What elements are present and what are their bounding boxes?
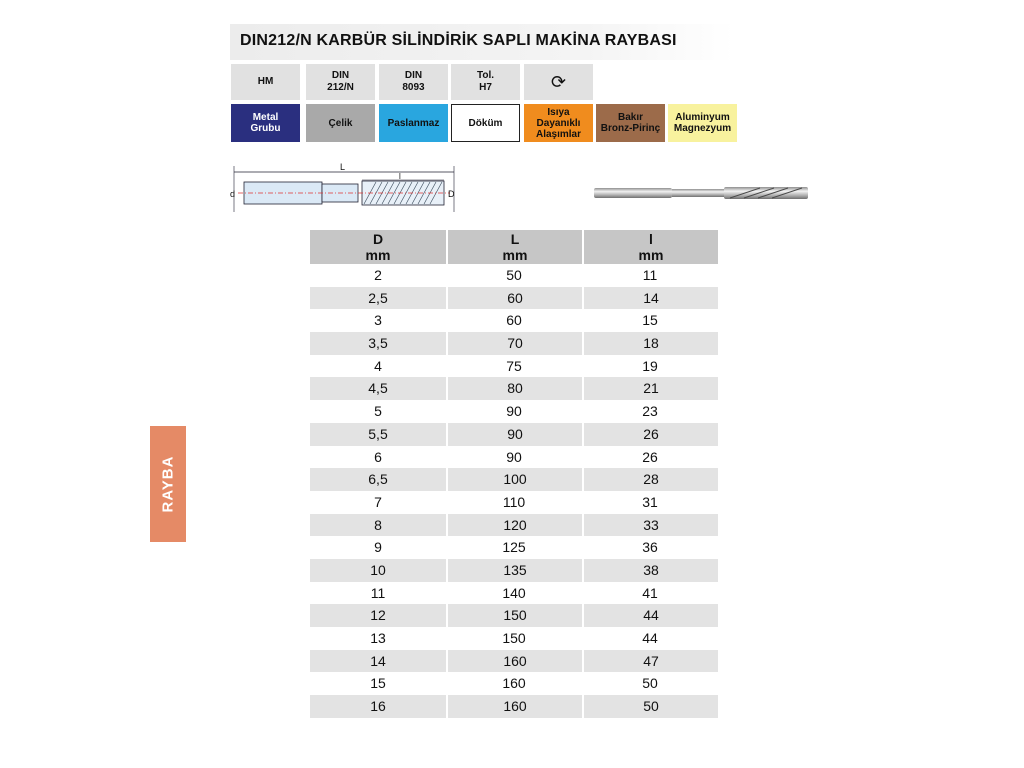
cell-L: 160 xyxy=(446,695,582,718)
material-copper-line2: Bronz-Pirinç xyxy=(600,123,661,134)
material-alu-line1: Aluminyum xyxy=(675,112,730,123)
material-stainless xyxy=(379,104,448,142)
material-copper xyxy=(596,104,665,142)
cell-d: 10 xyxy=(370,561,386,578)
material-metal-line1: Metal xyxy=(252,112,279,123)
cell-L: 80 xyxy=(446,377,582,400)
reamer-photo xyxy=(590,180,812,206)
header-D xyxy=(310,230,446,264)
cell-d: 11 xyxy=(370,584,386,601)
dimension-table xyxy=(310,230,718,718)
cell-d: 4,5 xyxy=(368,380,388,397)
table-row xyxy=(310,287,718,310)
spec-rotation xyxy=(524,64,593,100)
cell-l: 14 xyxy=(582,287,718,310)
table-row xyxy=(310,355,718,378)
cell-d: 6,5 xyxy=(368,471,388,488)
spec-tol-line1: Tol. xyxy=(476,70,495,81)
header-D-label: D xyxy=(372,231,384,247)
spec-din212-line1: DIN xyxy=(331,70,350,81)
cell-l: 33 xyxy=(582,514,718,537)
material-steel xyxy=(306,104,375,142)
cell-d: 3 xyxy=(374,312,382,329)
label-l: l xyxy=(399,172,401,181)
side-tab-rayba xyxy=(150,426,186,542)
cell-l: 26 xyxy=(642,448,658,465)
cell-L: 100 xyxy=(446,468,582,491)
cell-d: 6 xyxy=(374,448,382,465)
material-steel-label: Çelik xyxy=(328,117,353,129)
photo-flutes xyxy=(724,187,808,199)
material-heat-line2: Dayanıklı xyxy=(536,117,581,129)
spec-din8093-line2: 8093 xyxy=(402,82,425,93)
spec-hm-label: HM xyxy=(257,76,274,87)
cell-l: 21 xyxy=(582,377,718,400)
table-row xyxy=(310,559,718,582)
photo-neck xyxy=(672,189,724,197)
cell-l: 36 xyxy=(642,539,658,556)
table-body xyxy=(310,264,718,718)
spec-tol-line2: H7 xyxy=(479,82,492,93)
cell-l: 18 xyxy=(582,332,718,355)
spec-din8093-line1: DIN xyxy=(404,70,423,81)
cell-d: 12 xyxy=(370,607,386,624)
cell-l: 50 xyxy=(582,695,718,718)
cell-L: 110 xyxy=(502,493,526,510)
table-row xyxy=(310,332,718,355)
table-row xyxy=(310,536,718,559)
table-row xyxy=(310,695,718,718)
label-d: d xyxy=(230,189,236,199)
cell-d: 4 xyxy=(374,357,382,374)
cell-d: 3,5 xyxy=(368,335,388,352)
cell-l: 44 xyxy=(582,604,718,627)
side-tab-label: RAYBA xyxy=(159,455,177,513)
spec-din212 xyxy=(306,64,375,100)
cell-l: 44 xyxy=(642,630,658,646)
material-alu-line2: Magnezyum xyxy=(673,123,732,134)
cell-L: 90 xyxy=(446,423,582,446)
material-metal-line2: Grubu xyxy=(250,123,281,134)
cell-l: 38 xyxy=(582,559,718,582)
cell-L: 150 xyxy=(502,630,526,646)
material-heat-line1: Isıya xyxy=(547,106,570,118)
cell-l: 11 xyxy=(642,267,658,283)
spec-din8093 xyxy=(379,64,448,100)
cell-L: 125 xyxy=(502,539,526,556)
cell-d: 8 xyxy=(374,516,382,533)
material-aluminium xyxy=(668,104,737,142)
cell-L: 60 xyxy=(446,287,582,310)
cell-l: 50 xyxy=(642,675,658,692)
material-copper-line1: Bakır xyxy=(617,112,643,123)
cell-d: 2,5 xyxy=(368,289,388,306)
material-cast-label: Döküm xyxy=(468,117,503,129)
header-l xyxy=(582,230,718,264)
cell-L: 60 xyxy=(506,312,522,329)
title-bar xyxy=(230,24,735,60)
header-D-unit: mm xyxy=(365,247,391,263)
cell-l: 26 xyxy=(582,423,718,446)
reamer-technical-drawing xyxy=(228,160,464,216)
header-l-label: l xyxy=(649,231,653,247)
table-row xyxy=(310,604,718,627)
material-heat-line3: Alaşımlar xyxy=(535,128,582,140)
cell-d: 5,5 xyxy=(368,425,388,442)
table-row xyxy=(310,264,718,287)
material-stainless-label: Paslanmaz xyxy=(387,117,440,129)
table-row xyxy=(310,491,718,514)
table-row xyxy=(310,468,718,491)
material-cast xyxy=(451,104,520,142)
spec-hm xyxy=(231,64,300,100)
cell-d: 2 xyxy=(374,267,382,283)
table-row xyxy=(310,309,718,332)
header-l-unit: mm xyxy=(638,247,664,263)
material-heat-resistant xyxy=(524,104,593,142)
table-row xyxy=(310,377,718,400)
cell-L: 160 xyxy=(502,675,526,692)
cell-l: 23 xyxy=(642,403,658,420)
cell-L: 90 xyxy=(506,403,522,420)
header-L-unit: mm xyxy=(502,247,528,263)
cell-L: 90 xyxy=(506,448,522,465)
cell-L: 120 xyxy=(446,514,582,537)
page-title: DIN212/N KARBÜR SİLİNDİRİK SAPLI MAKİNA RAYBASI xyxy=(240,32,677,49)
cell-L: 150 xyxy=(446,604,582,627)
cell-d: 7 xyxy=(374,493,382,510)
rotation-icon: ⟳ xyxy=(550,72,567,92)
cell-d: 15 xyxy=(370,675,386,692)
cell-L: 160 xyxy=(446,650,582,673)
cell-L: 75 xyxy=(506,357,522,374)
table-row xyxy=(310,446,718,469)
photo-shank xyxy=(594,188,672,198)
cell-l: 47 xyxy=(582,650,718,673)
table-row xyxy=(310,514,718,537)
cell-l: 41 xyxy=(642,584,658,601)
cell-d: 13 xyxy=(370,630,386,646)
material-metal-group xyxy=(231,104,300,142)
cell-L: 140 xyxy=(502,584,526,601)
cell-l: 19 xyxy=(642,357,658,374)
table-row xyxy=(310,627,718,650)
label-D: D xyxy=(448,189,455,199)
table-row xyxy=(310,672,718,695)
spec-din212-line2: 212/N xyxy=(327,82,354,93)
cell-l: 31 xyxy=(642,493,658,510)
cell-l: 28 xyxy=(582,468,718,491)
table-row xyxy=(310,650,718,673)
cell-l: 15 xyxy=(642,312,658,329)
spec-tolerance xyxy=(451,64,520,100)
cell-d: 14 xyxy=(370,652,386,669)
cell-d: 16 xyxy=(370,698,386,715)
cell-L: 70 xyxy=(446,332,582,355)
cell-L: 50 xyxy=(506,267,522,283)
table-header xyxy=(310,230,718,264)
cell-d: 9 xyxy=(374,539,382,556)
table-row xyxy=(310,423,718,446)
table-row xyxy=(310,582,718,605)
cell-L: 135 xyxy=(446,559,582,582)
cell-d: 5 xyxy=(374,403,382,420)
header-L-label: L xyxy=(510,231,520,247)
header-L xyxy=(446,230,582,264)
label-L: L xyxy=(340,162,346,172)
table-row xyxy=(310,400,718,423)
